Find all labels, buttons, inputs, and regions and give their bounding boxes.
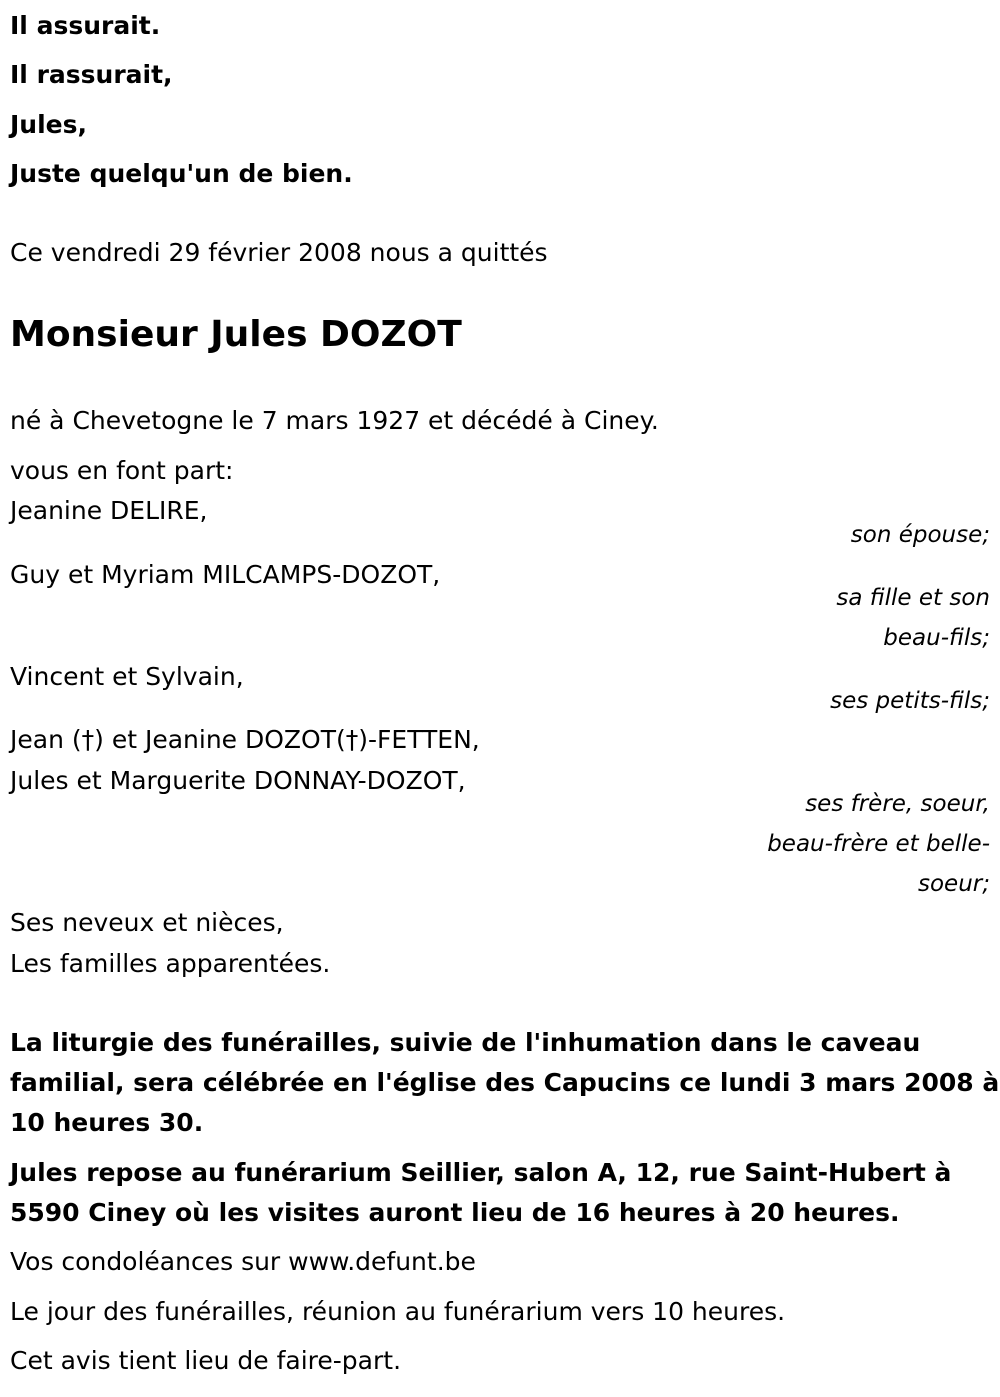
family-spouse-relation: son épouse; <box>850 522 990 548</box>
poem-line-4: Juste quelqu'un de bien. <box>10 159 353 188</box>
birth-death-text: né à Chevetogne le 7 mars 1927 et décédé à Ciney. <box>10 406 659 435</box>
visit-line-1: Jules repose au funérarium Seillier, salon A, 12, rue Saint-Hubert à <box>10 1158 952 1187</box>
family-daughter-relation-line-2: beau-fils; <box>883 625 990 651</box>
family-grandsons-relation: ses petits-fils; <box>830 688 990 714</box>
poem-line-2: Il rassurait, <box>10 60 173 89</box>
funeral-line-2: familial, sera célébrée en l'église des Capucins ce lundi 3 mars 2008 à <box>10 1068 1000 1097</box>
family-siblings-name-2: Jules et Marguerite DONNAY-DOZOT, <box>10 766 466 795</box>
visit-line-2: 5590 Ciney où les visites auront lieu de 16 heures à 20 heures. <box>10 1198 900 1227</box>
family-spouse-name: Jeanine DELIRE, <box>10 496 208 525</box>
family-daughter-name: Guy et Myriam MILCAMPS-DOZOT, <box>10 560 441 589</box>
meeting-text: Le jour des funérailles, réunion au funérarium vers 10 heures. <box>10 1297 786 1326</box>
funeral-line-3: 10 heures 30. <box>10 1108 204 1137</box>
family-siblings-relation-line-1: ses frère, soeur, <box>805 791 990 817</box>
family-grandsons-name: Vincent et Sylvain, <box>10 662 244 691</box>
notice-text: Cet avis tient lieu de faire-part. <box>10 1346 402 1375</box>
family-siblings-name-1: Jean (†) et Jeanine DOZOT(†)-FETTEN, <box>10 725 480 754</box>
funeral-line-1: La liturgie des funérailles, suivie de l'inhumation dans le caveau <box>10 1028 921 1057</box>
funeral-paragraph <box>10 1023 1000 1143</box>
family-siblings-relation-line-3: soeur; <box>918 871 990 897</box>
deceased-name: Monsieur Jules DOZOT <box>10 314 462 355</box>
family-siblings-relation-line-2: beau-frère et belle- <box>767 831 990 857</box>
condolences-text: Vos condoléances sur www.defunt.be <box>10 1247 476 1276</box>
intro-text: Ce vendredi 29 février 2008 nous a quittés <box>10 238 548 267</box>
announce-text: vous en font part: <box>10 456 234 485</box>
poem-line-3: Jules, <box>10 110 88 139</box>
family-nephews: Ses neveux et nièces, <box>10 908 284 937</box>
family-relatives: Les familles apparentées. <box>10 949 331 978</box>
family-siblings-relation <box>767 784 990 904</box>
family-daughter-relation <box>836 578 990 658</box>
family-daughter-relation-line-1: sa fille et son <box>836 585 990 611</box>
visit-paragraph <box>10 1153 985 1233</box>
poem-line-1: Il assurait. <box>10 11 161 40</box>
